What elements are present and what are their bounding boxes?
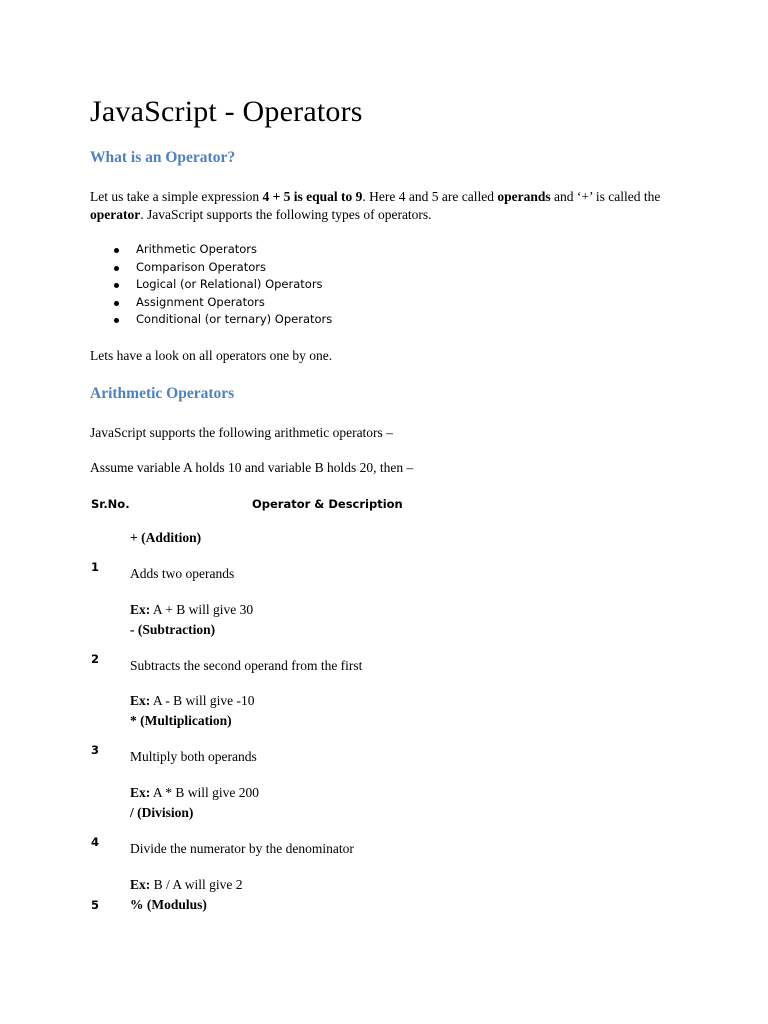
example-label: Ex: — [130, 877, 151, 892]
list-item — [90, 294, 332, 312]
bullet-icon — [114, 266, 119, 271]
row-number: 4 — [91, 835, 100, 849]
list-item-label: Assignment Operators — [136, 294, 265, 309]
example-text: B / A will give 2 — [150, 877, 243, 892]
example-label: Ex: — [130, 785, 151, 800]
operator-example — [130, 876, 243, 893]
arithmetic-intro: JavaScript supports the following arithmetic operators – — [90, 425, 393, 440]
bullet-icon — [114, 301, 119, 306]
page-title: JavaScript - Operators — [90, 95, 363, 128]
operator-name: - (Subtraction) — [130, 622, 216, 637]
intro-text-1: Let us take a simple expression — [90, 189, 263, 204]
list-item-label: Conditional (or ternary) Operators — [136, 312, 333, 327]
operator-name: / (Division) — [130, 805, 194, 820]
operator-description: Adds two operands — [130, 566, 235, 581]
operator-name: * (Multiplication) — [130, 713, 232, 728]
example-label: Ex: — [130, 693, 151, 708]
intro-bold-operands: operands — [497, 189, 551, 204]
bullet-icon — [114, 248, 119, 253]
example-text: A + B will give 30 — [150, 602, 254, 617]
list-item-label: Logical (or Relational) Operators — [136, 277, 323, 292]
outro-paragraph: Lets have a look on all operators one by one. — [90, 348, 333, 363]
list-item-label: Arithmetic Operators — [136, 242, 258, 256]
operator-description: Multiply both operands — [130, 749, 257, 764]
section-heading-arithmetic: Arithmetic Operators — [90, 385, 235, 402]
row-number: 2 — [91, 652, 100, 666]
section-heading-what-is-operator: What is an Operator? — [90, 149, 236, 166]
bullet-icon — [114, 283, 119, 288]
intro-paragraph — [90, 188, 680, 223]
operator-example — [130, 601, 253, 618]
list-item-label: Comparison Operators — [136, 259, 266, 274]
list-item — [90, 259, 332, 277]
row-number: 5 — [91, 898, 100, 912]
assume-variables: Assume variable A holds 10 and variable B holds 20, then – — [90, 460, 414, 475]
list-item — [90, 276, 332, 294]
operator-name: % (Modulus) — [130, 897, 207, 912]
intro-text-3: and ‘+’ is called the — [550, 189, 661, 204]
operator-name: + (Addition) — [130, 530, 202, 545]
operator-description: Subtracts the second operand from the first — [130, 658, 363, 673]
intro-text-2: . Here 4 and 5 are called — [362, 189, 498, 204]
intro-text-4: . JavaScript supports the following types of operators. — [140, 206, 432, 222]
example-text: A - B will give -10 — [150, 693, 255, 708]
example-label: Ex: — [130, 602, 151, 617]
row-number: 1 — [91, 560, 100, 574]
example-text: A * B will give 200 — [150, 785, 260, 800]
operator-example — [130, 784, 259, 801]
list-item — [90, 311, 332, 329]
intro-bold-operator: operator — [90, 206, 141, 222]
list-item — [90, 241, 332, 259]
row-number: 3 — [91, 743, 100, 757]
operator-description: Divide the numerator by the denominator — [130, 841, 354, 856]
intro-bold-expression: 4 + 5 is equal to 9 — [262, 189, 363, 204]
operator-types-list — [90, 241, 332, 329]
table-header-operator: Operator & Description — [252, 497, 403, 511]
bullet-icon — [114, 318, 119, 323]
table-header-srno: Sr.No. — [91, 497, 130, 511]
operator-example — [130, 692, 255, 709]
